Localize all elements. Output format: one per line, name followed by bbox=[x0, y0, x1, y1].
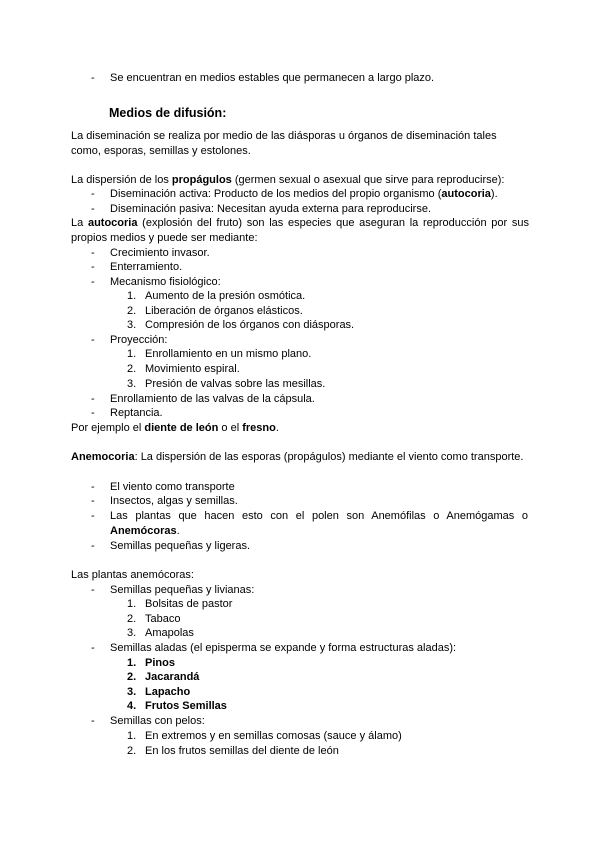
list-item-text: Diseminación pasiva: Necesitan ayuda externa para reproducirse. bbox=[110, 203, 432, 215]
paragraph-anemocoria: Anemocoria: La dispersión de las esporas (propágulos) mediante el viento como transporte. bbox=[71, 451, 524, 463]
list-item-text: Insectos, algas y semillas. bbox=[110, 495, 238, 507]
list-item-text: Crecimiento invasor. bbox=[110, 247, 210, 259]
dash-marker: - bbox=[91, 72, 95, 84]
paragraph-autocoria: La autocoria (explosión del fruto) son las especies que aseguran la reproducción por sus propios medios y puede ser mediante: bbox=[71, 217, 529, 244]
list-item-text: Se encuentran en medios estables que permanecen a largo plazo. bbox=[110, 72, 435, 84]
bold-term: diente de león bbox=[144, 422, 219, 434]
list-item-text: Enterramiento. bbox=[110, 261, 183, 273]
list-item-text: Semillas aladas (el episperma se expande y forma estructuras aladas): bbox=[110, 642, 457, 654]
bold-term: autocoria bbox=[87, 217, 138, 229]
paragraph-diseminacion: La diseminación se realiza por medio de las diásporas u órganos de diseminación tales como, esporas, semillas y estolones. bbox=[71, 130, 497, 157]
list-item-text: Diseminación activa: Producto de los medios del propio organismo (autocoria). bbox=[110, 188, 498, 200]
paragraph-plantas-anemocoras: Las plantas anemócoras: bbox=[71, 569, 194, 581]
list-item-text: El viento como transporte bbox=[110, 481, 235, 493]
list-item-text: Mecanismo fisiológico: bbox=[110, 276, 221, 288]
bold-term: Anemocoria bbox=[71, 451, 135, 463]
list-item-text: Semillas pequeñas y livianas: bbox=[110, 584, 255, 596]
list-item-text: Semillas pequeñas y ligeras. bbox=[110, 540, 251, 552]
paragraph-ejemplo: Por ejemplo el diente de león o el fresno. bbox=[71, 422, 279, 434]
list-item-text: Semillas con pelos: bbox=[110, 715, 205, 727]
list-item-text: Las plantas que hacen esto con el polen son Anemófilas o Anemógamas o Anemócoras. bbox=[110, 510, 528, 537]
section-heading: Medios de difusión: bbox=[109, 106, 227, 120]
bold-term: autocoria bbox=[441, 188, 491, 200]
document-page: - Se encuentran en medios estables que permanecen a largo plazo. Medios de difusión: La diseminación se realiza por medio de las diásporas u órganos de diseminación tales como, esporas, semillas y estolones. La dispersión de los propágulos (germen sexual o asexual que sirve para reproducirse): - Diseminación activa: Producto de los medios del propio organismo (autocoria). - Diseminación pasiva: Necesitan ayuda externa para reproducirse. La autocoria (explosión del fruto) son las especies que aseguran la reproducción por sus propios medios y puede ser mediante: - Crecimiento invasor. - Enterramiento. - Mecanismo fisiológico: 1. Aumento de la presión osmótica. 2. Liberación de órganos elásticos. 3. Compresión de los órganos con diásporas. - Proyección: 1. Enrollamiento en un mismo plano. 2. Movimiento espiral. 3. Presión de valvas sobre las mesillas. - Enrollamiento de las valvas de la cápsula. - Reptancia. Por ejemplo el diente de león o el fresno. Anemocoria: La dispersión de las esporas (propágulos) mediante el viento como transporte. - El viento como transporte - Insectos, algas y semillas. - Las plantas que hacen esto con el polen son Anemófilas o Anemógamas o Anemócoras. - Semillas pequeñas y ligeras. Las plantas anemócoras: - Semillas pequeñas y livianas: 1. Bolsitas de pastor 2. Tabaco 3. Amapolas - Semillas aladas (el episperma se expande y forma estructuras aladas): 1. Pinos 2. Jacarandá 3. Lapacho 4. Frutos Semillas - Semillas con pelos: 1. En extremos y en semillas comosas (sauce y álamo) 2. En los frutos semillas del diente de león bbox=[71, 72, 529, 757]
bold-term: propágulos bbox=[171, 174, 232, 186]
paragraph-propagulos: La dispersión de los propágulos (germen sexual o asexual que sirve para reproducirse): bbox=[71, 174, 505, 186]
list-item-text: Enrollamiento de las valvas de la cápsula. bbox=[110, 393, 315, 405]
list-item-text: Proyección: bbox=[110, 334, 168, 346]
bold-term: Anemócoras bbox=[110, 524, 177, 537]
bold-term: fresno bbox=[242, 422, 276, 434]
list-item-text: Reptancia. bbox=[110, 407, 163, 419]
